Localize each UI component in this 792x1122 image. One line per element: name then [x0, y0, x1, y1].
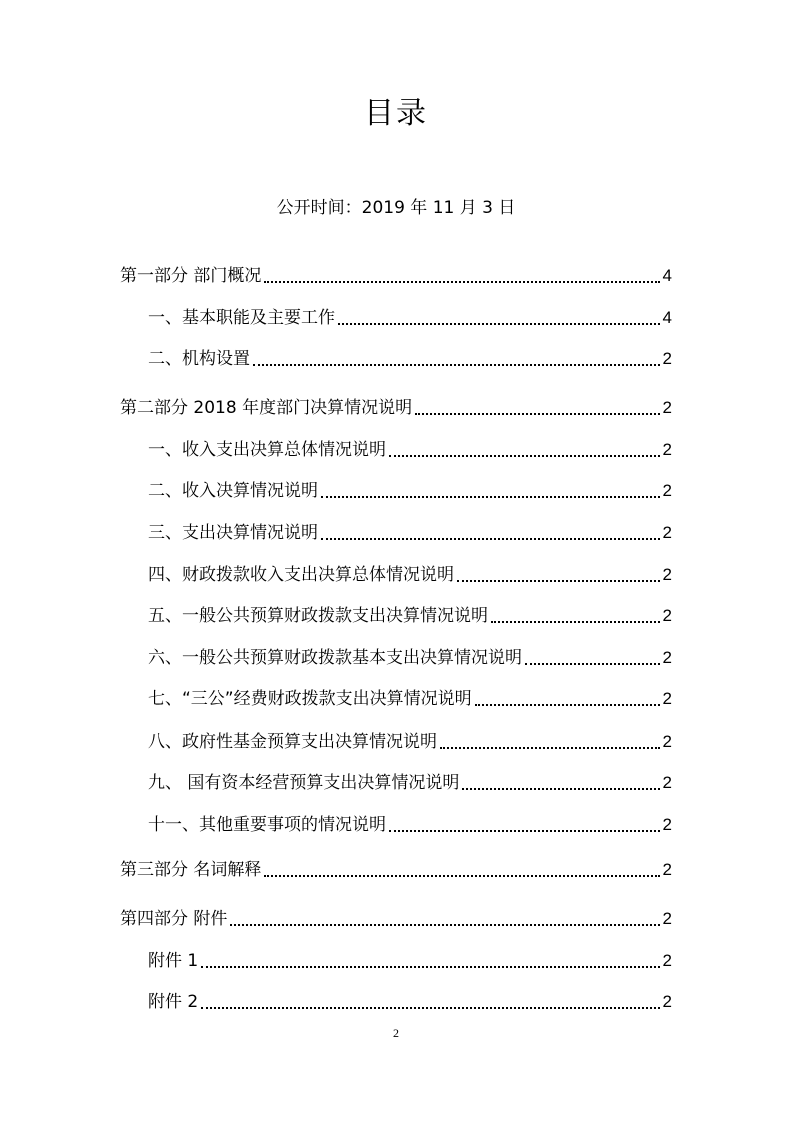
toc-entry-part-3[interactable] — [120, 857, 672, 883]
toc-entry-1-1[interactable] — [148, 305, 672, 331]
dot-leader — [230, 923, 659, 926]
toc-entry-label: 四、财政拨款收入支出决算总体情况说明 — [148, 565, 454, 585]
toc-entry-label: 三、支出决算情况说明 — [148, 523, 318, 543]
toc-entry-page: 2 — [662, 349, 672, 368]
toc-entry-label: 十一、其他重要事项的情况说明 — [148, 815, 386, 835]
dot-leader — [491, 620, 660, 623]
dot-leader — [321, 537, 660, 540]
toc-entry-page: 4 — [662, 266, 672, 285]
toc-entry-part-2[interactable] — [120, 395, 672, 421]
dot-leader — [389, 454, 660, 457]
toc-entry-label: 六、一般公共预算财政拨款基本支出决算情况说明 — [148, 648, 522, 668]
toc-entry-appendix-1[interactable] — [148, 948, 672, 974]
toc-entry-2-11[interactable] — [148, 812, 672, 838]
toc-entry-page: 4 — [662, 308, 672, 327]
toc-entry-2-5[interactable] — [148, 603, 672, 629]
toc-entry-part-1[interactable] — [120, 263, 672, 289]
toc-entry-page: 2 — [662, 523, 672, 542]
dot-leader — [389, 829, 660, 832]
dot-leader — [462, 787, 659, 790]
dot-leader — [201, 1006, 659, 1009]
toc-entry-page: 2 — [662, 481, 672, 500]
toc-entry-page: 2 — [662, 606, 672, 625]
toc-entry-page: 2 — [662, 860, 672, 879]
toc-entry-label: 一、基本职能及主要工作 — [148, 308, 335, 328]
toc-entry-page: 2 — [662, 689, 672, 708]
toc-entry-2-1[interactable] — [148, 437, 672, 463]
dot-leader — [475, 703, 660, 706]
dot-leader — [321, 495, 660, 498]
dot-leader — [525, 662, 660, 665]
toc-entry-label: 二、机构设置 — [148, 349, 250, 369]
dot-leader — [415, 412, 659, 415]
dot-leader — [264, 280, 659, 283]
toc-entry-2-4[interactable] — [148, 562, 672, 588]
toc-entry-1-2[interactable] — [148, 346, 672, 372]
toc-entry-label: 二、收入决算情况说明 — [148, 481, 318, 501]
toc-entry-label: 附件 1 — [148, 951, 199, 971]
toc-entry-appendix-2[interactable] — [148, 989, 672, 1015]
toc-entry-page: 2 — [662, 909, 672, 928]
toc-entry-page: 2 — [662, 951, 672, 970]
toc-entry-label: 八、政府性基金预算支出决算情况说明 — [148, 732, 437, 752]
toc-entry-label: 第三部分 名词解释 — [120, 860, 262, 880]
toc-entry-page: 2 — [662, 773, 672, 792]
toc-entry-label: 一、收入支出决算总体情况说明 — [148, 440, 386, 460]
dot-leader — [253, 363, 660, 366]
toc-entry-label: 第四部分 附件 — [120, 909, 228, 929]
toc-entry-label: 九、 国有资本经营预算支出决算情况说明 — [148, 773, 460, 793]
toc-entry-2-8[interactable] — [148, 729, 672, 755]
dot-leader — [201, 965, 659, 968]
dot-leader — [440, 746, 660, 749]
toc-entry-2-7[interactable] — [148, 686, 672, 712]
toc-entry-page: 2 — [662, 648, 672, 667]
toc-entry-label: 五、一般公共预算财政拨款支出决算情况说明 — [148, 606, 488, 626]
toc-entry-label: 第二部分 2018 年度部门决算情况说明 — [120, 398, 413, 418]
dot-leader — [338, 322, 660, 325]
toc-entry-2-6[interactable] — [148, 645, 672, 671]
toc-entry-label: 附件 2 — [148, 992, 199, 1012]
toc-entry-page: 2 — [662, 440, 672, 459]
toc-entry-2-2[interactable] — [148, 478, 672, 504]
toc-entry-2-3[interactable] — [148, 520, 672, 546]
toc-entry-2-9[interactable] — [148, 770, 672, 796]
toc-entry-page: 2 — [662, 565, 672, 584]
toc-entry-page: 2 — [662, 815, 672, 834]
dot-leader — [457, 579, 660, 582]
page-number: 2 — [393, 1026, 399, 1040]
toc-entry-label: 第一部分 部门概况 — [120, 266, 262, 286]
toc-entry-page: 2 — [662, 732, 672, 751]
toc-entry-page: 2 — [662, 992, 672, 1011]
toc-entry-part-4[interactable] — [120, 906, 672, 932]
publish-date: 公开时间：2019 年 11 月 3 日 — [276, 198, 516, 218]
dot-leader — [264, 874, 659, 877]
toc-entry-page: 2 — [662, 398, 672, 417]
toc-entry-label: 七、“三公”经费财政拨款支出决算情况说明 — [148, 689, 472, 709]
page-title: 目录 — [364, 96, 428, 131]
